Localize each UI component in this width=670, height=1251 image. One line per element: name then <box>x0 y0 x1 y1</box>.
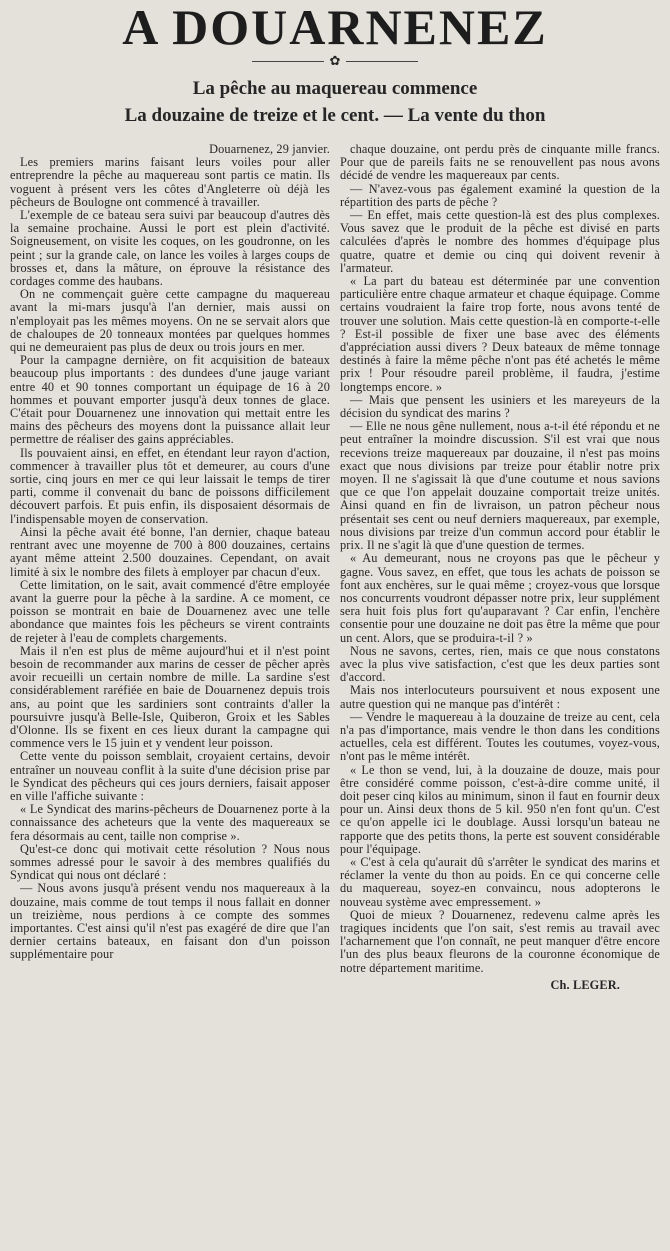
paragraph: « Au demeurant, nous ne croyons pas que le pêcheur y gagne. Vous savez, en effet, que tous les achats de poisson se font aux enchères, sur le quai même ; croyez-vous que lorsque nos concurrents voudront dépasser notre prix, leur supplément sera huit fois plus fort qu'auparavant ? Car enfin, l'enchère consentie pour une douzaine ne doit pas être la même que pour un cent. Alors, que se produira-t-il ? » <box>340 551 660 645</box>
paragraph: Pour la campagne dernière, on fit acquisition de bateaux beaucoup plus importants : des dundees d'une jauge variant entre 40 et 90 tonnes comportant un équipage de 16 à 20 hommes et pouvant emporter jusqu'à deux tonnes de glace. C'était pour Douarnenez une innovation qui mettait entre les mains des pêcheurs des moyens dont la puissance allait leur permettre de réaliser des gains appréciables. <box>10 353 330 447</box>
paragraph: Quoi de mieux ? Douarnenez, redevenu calme après les tragiques incidents que l'on sait, s'est remis au travail avec l'acharnement que l'on connaît, ne peut manquer d'être encore l'un des plus beaux fleurons de la couronne économique de notre département maritime. <box>340 907 660 975</box>
paragraph: — Elle ne nous gêne nullement, nous a-t-il été répondu et ne peut entraîner la moindre discussion. S'il est vrai que nous recevions treize maquereaux par douzaine, il n'est pas moins exact que nous divisions par treize pour établir notre prix moyen. Il ne s'agissait là que d'une coutume et nous savions que ce que l'on appelait douzaine comportait treize unités. Ainsi quand en fin de livraison, un patron pêcheur nous présentait ses cent ou neuf derniers maquereaux, par exemple, nous divisions par treize d'un commun accord pour établir le prix. Il ne s'agit là que d'une question de termes. <box>340 419 660 553</box>
article-columns <box>10 143 660 992</box>
paragraph: L'exemple de ce bateau sera suivi par beaucoup d'autres dès la semaine prochaine. Aussi le port est plein d'activité. Soigneusement, on visite les coques, on les goudronne, on les peint ; sur la grande cale, on lance les voiles à larges coups de brosses et, dans la mâture, on éprouve la résistance des cordages comme des haubans. <box>10 208 330 289</box>
right-column <box>340 143 660 992</box>
paragraph: Nous ne savons, certes, rien, mais ce que nous constatons avec la plus vive satisfaction, c'est que les deux parties sont d'accord. <box>340 643 660 685</box>
headline: A DOUARNENEZ <box>122 0 548 55</box>
paragraph: « Le thon se vend, lui, à la douzaine de douze, mais pour être considéré comme poisson, c'est-à-dire comme unité, il doit peser cinq kilos au minimum, sinon il faut en fournir deux pour un. Ainsi deux thons de 5 kil. 950 n'en font qu'un. C'est ce qu'on appelle ici le doublage. Aussi lorsqu'un bateau ne rapporte que des petits thons, la perte est souvent considérable pour l'équipage. <box>340 762 660 856</box>
paragraph: « Le Syndicat des marins-pêcheurs de Douarnenez porte à la connaissance des acheteurs que la vente des maquereaux se fera désormais au cent, taille non comprise ». <box>10 802 330 843</box>
paragraph: — En effet, mais cette question-là est des plus complexes. Vous savez que le produit de la pêche est divisé en parts calculées d'après le nombre des hommes d'équipage plus quatre, quatre et demie ou cinq qui doivent revenir à l'armateur. <box>340 208 660 275</box>
paragraph: On ne commençait guère cette campagne du maquereau avant la mi-mars jusqu'à l'an dernier, mais aussi on n'employait pas les mêmes moyens. On ne se servait alors que de chaloupes de 20 tonneaux montées par quelques hommes qui ne demeuraient pas plus de deux ou trois jours en mer. <box>10 287 330 355</box>
subtitle-secondary: La douzaine de treize et le cent. — La vente du thon <box>124 105 546 126</box>
paragraph: Qu'est-ce donc qui motivait cette résolution ? Nous nous sommes adressé pour le savoir à des membres qualifiés du Syndicat qui nous ont déclaré : <box>10 841 330 883</box>
paragraph: « La part du bateau est déterminée par une convention particulière entre chaque armateur et chaque équipage. Comme certains voudraient la faire trop forte, nous avons tenté de trouver une solution. Mais cette question-là en comporte-t-elle ? Est-il possible de fixer une base avec des éléments d'appréciation aussi divers ? Deux bateaux de même tonnage destinés à faire la même pêche n'ont pas été achetés le même prix ! Pour résoudre pareil problème, il faudra, j'estime longtemps encore. » <box>340 274 660 394</box>
right-column-body <box>340 143 660 975</box>
paragraph: Les premiers marins faisant leurs voiles pour aller entreprendre la pêche au maquereau sont partis ce matin. Ils voguent à présent vers les côtes d'Angleterre où déjà les pêcheurs de Boulogne ont commencé à travailler. <box>10 155 330 209</box>
paragraph: Mais nos interlocuteurs poursuivent et nous exposent une autre question qui ne manque pas d'intérêt : <box>340 683 660 711</box>
flower-ornament-icon: ✿ <box>329 54 341 69</box>
paragraph: — Vendre le maquereau à la douzaine de treize au cent, cela n'a pas d'importance, mais vendre le thon dans les conditions actuelles, cela est différent. Toutes les coutumes, voyez-vous, n'ont pas le même intérêt. <box>340 709 660 764</box>
paragraph: — Nous avons jusqu'à présent vendu nos maquereaux à la douzaine, mais comme de tout temps il nous fallait en donner un treizième, nous perdions à ce compte des sommes importantes. C'est ainsi qu'il n'est pas exagéré de dire que l'an dernier certains bateaux, en faisant don d'un poisson supplémentaire pour <box>10 881 330 962</box>
paragraph: Ainsi la pêche avait été bonne, l'an dernier, chaque bateau rentrant avec une moyenne de 700 à 800 douzaines, certains ayant même atteint 2.500 douzaines. Cependant, on avait limité à six le nombre des filets à employer par chacun d'eux. <box>10 524 330 579</box>
left-column <box>10 143 330 992</box>
author-signature: Ch. LEGER. <box>550 977 620 992</box>
paragraph: « C'est à cela qu'aurait dû s'arrêter le syndicat des marins et réclamer la vente du thon au poids. En ce qui concerne celle du maquereau, soyez-en convaincu, nous adopterons le nouveau système avec empressement. » <box>340 854 660 909</box>
paragraph: Douarnenez, 29 janvier. <box>209 142 330 156</box>
paragraph: chaque douzaine, ont perdu près de cinquante mille francs. Pour que de pareils faits ne se renouvellent pas nous avons décidé de vendre les maquereaux par cents. <box>340 142 660 183</box>
paragraph: Cette limitation, on le sait, avait commencé d'être employée avant la guerre pour la pêche à la sardine. A ce moment, ce poisson se montrait en baie de Douarnenez avec une telle abondance que maintes fois les pêcheurs se virent contraints de rejeter à l'eau de complets chargements. <box>10 577 330 645</box>
paragraph: Mais il n'en est plus de même aujourd'hui et il n'est point besoin de recommander aux marins de cesser de pêcher après avoir recueilli un certain nombre de mille. La sardine s'est considérablement raréfiée en baie de Douarnenez depuis trois ans, au point que les sardiniers sont contraints d'aller la poursuivre jusqu'à Belle-Isle, Quiberon, Groix et les Sables d'Olonne. Ils se fixent en ces lieux durant la campagne qui commence vers le 15 juin et y vendent leur poisson. <box>10 643 330 751</box>
title-ornament <box>10 54 660 69</box>
paragraph: — Mais que pensent les usiniers et les mareyeurs de la décision du syndicat des marins ? <box>340 392 660 421</box>
ornament-rule-right <box>346 61 418 62</box>
paragraph: Cette vente du poisson semblait, croyaient certains, devoir entraîner un nouveau conflit à la suite d'une décision prise par le Syndicat des pêcheurs qui ces jours derniers, faisait apposer en ville l'affiche suivante : <box>10 749 330 803</box>
ornament-rule-left <box>252 61 324 62</box>
paragraph: Ils pouvaient ainsi, en effet, en étendant leur rayon d'action, commencer à travailler plus tôt et demeurer, au cours d'une sortie, cinq jours en mer ce qui leur laissait le temps de tirer parti, comme il convenait du banc de poissons difficilement découvert parfois. Et puis enfin, ils disposaient désormais de l'indispensable moyen de conservation. <box>10 445 330 526</box>
subtitle-primary: La pêche au maquereau commence <box>192 78 478 99</box>
paragraph: — N'avez-vous pas également examiné la question de la répartition des parts de pêche ? <box>340 181 660 209</box>
